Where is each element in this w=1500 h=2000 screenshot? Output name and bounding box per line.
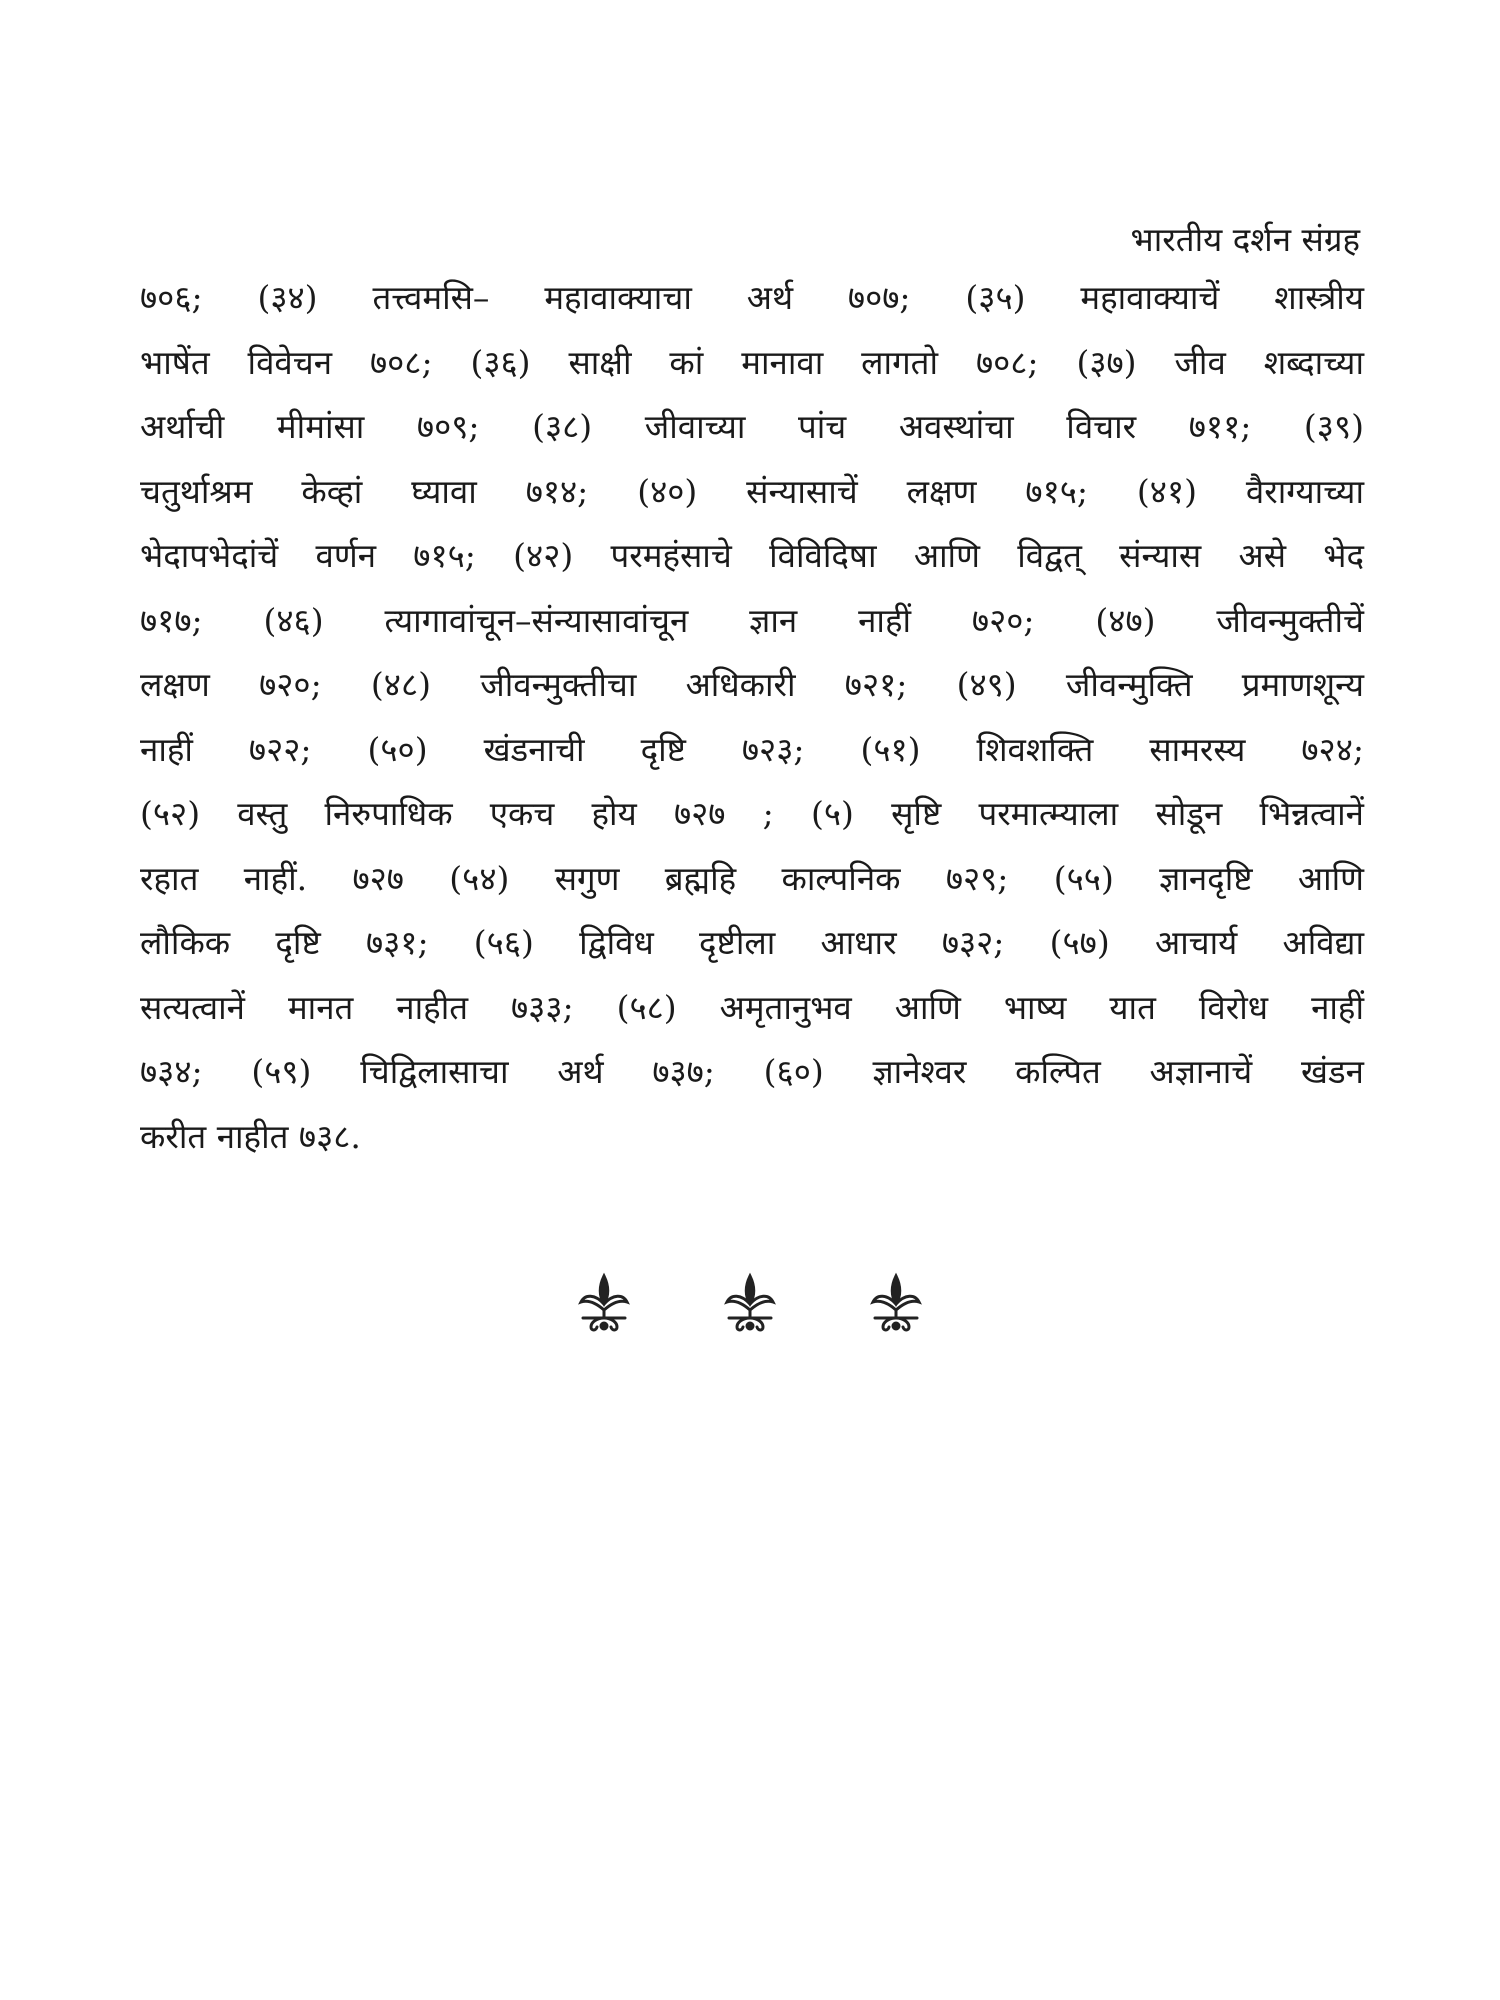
text-line: लौकिक दृष्टि ७३१; (५६) द्विविध दृष्टीला आधार ७३२; (५७) आचार्य अविद्या	[140, 923, 1364, 962]
text-line: भेदापभेदांचें वर्णन ७१५; (४२) परमहंसाचे विविदिषा आणि विद्वत् संन्यास असे भेद	[140, 536, 1364, 575]
body-text	[140, 266, 1364, 1169]
text-line: रहात नाहीं. ७२७ (५४) सगुण ब्रह्महि काल्पनिक ७२९; (५५) ज्ञानदृष्टि आणि	[140, 858, 1364, 898]
text-line: चतुर्थाश्रम केव्हां घ्यावा ७१४; (४०) संन्यासाचें लक्षण ७१५; (४१) वैराग्याच्या	[140, 471, 1364, 511]
text-line: सत्यत्वानें मानत नाहीत ७३३; (५८) अमृतानुभव आणि भाष्य यात विरोध नाहीं	[140, 987, 1364, 1027]
text-line: करीत नाहीत ७३८.	[140, 1116, 361, 1156]
text-line: अर्थाची मीमांसा ७०९; (३८) जीवाच्या पांच अवस्थांचा विचार ७११; (३९)	[140, 407, 1364, 446]
text-line: लक्षण ७२०; (४८) जीवन्मुक्तीचा अधिकारी ७२१; (४९) जीवन्मुक्ति प्रमाणशून्य	[140, 665, 1364, 704]
text-line: ७१७; (४६) त्यागावांचून–संन्यासावांचून ज्ञान नाहीं ७२०; (४७) जीवन्मुक्तीचें	[140, 600, 1364, 640]
fleuron-icon	[721, 1270, 779, 1334]
fleuron-icon	[575, 1270, 633, 1334]
text-line: ७३४; (५९) चिद्विलासाचा अर्थ ७३७; (६०) ज्ञानेश्वर कल्पित अज्ञानाचें खंडन	[140, 1052, 1364, 1091]
ornament-row	[0, 1270, 1500, 1334]
text-line: (५२) वस्तु निरुपाधिक एकच होय ७२७ ; (५) सृष्टि परमात्म्याला सोडून भिन्नत्वानें	[140, 794, 1364, 833]
text-line: ७०६; (३४) तत्त्वमसि– महावाक्याचा अर्थ ७०७; (३५) महावाक्याचें शास्त्रीय	[140, 278, 1364, 317]
text-line: भाषेंत विवेचन ७०८; (३६) साक्षी कां मानावा लागतो ७०८; (३७) जीव शब्दाच्या	[140, 342, 1364, 382]
fleuron-icon	[867, 1270, 925, 1334]
running-header: भारतीय दर्शन संग्रह	[1130, 220, 1360, 259]
text-line: नाहीं ७२२; (५०) खंडनाची दृष्टि ७२३; (५१) शिवशक्ति सामरस्य ७२४;	[140, 729, 1364, 769]
